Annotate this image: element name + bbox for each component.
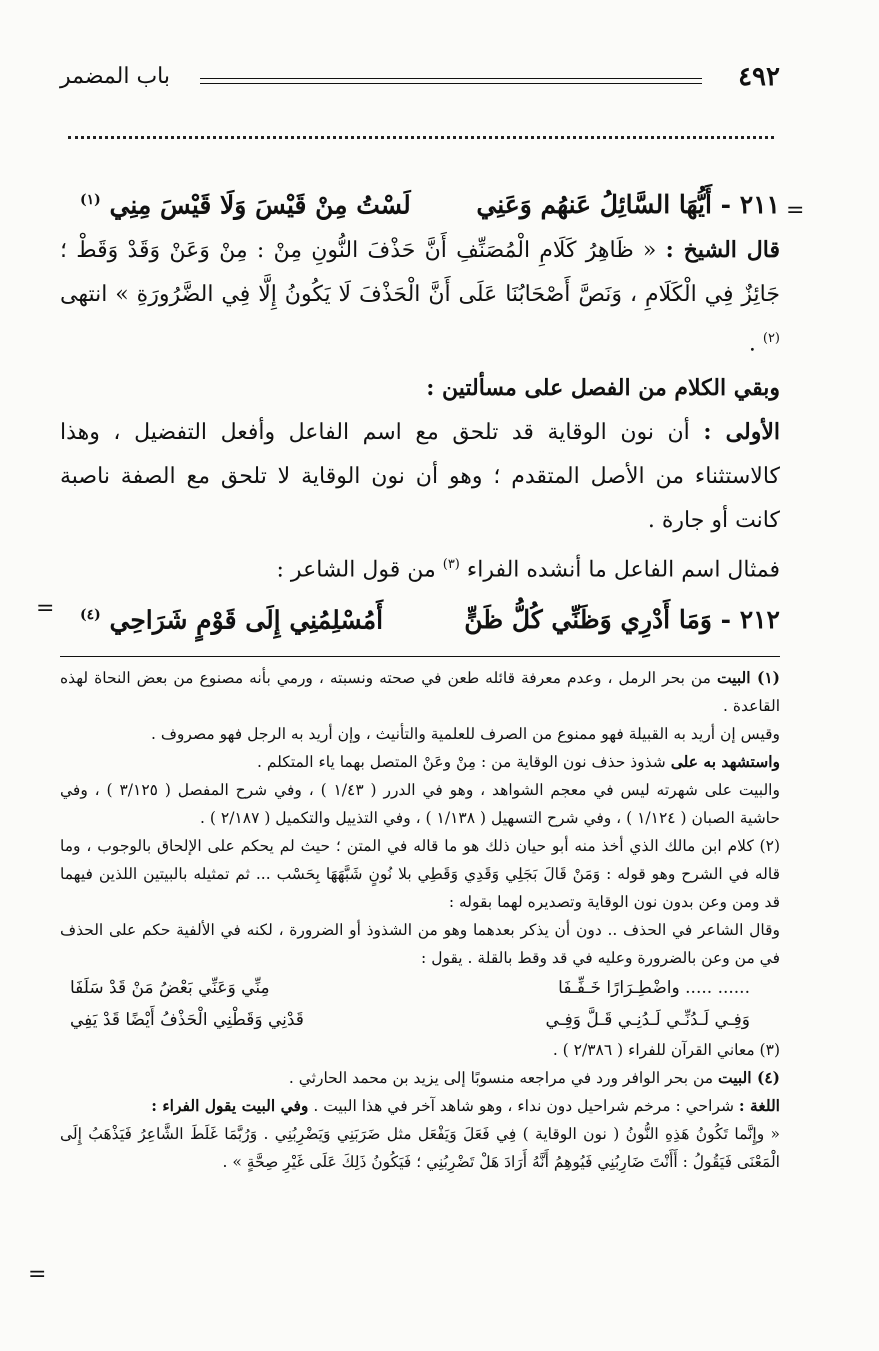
footnote-rule bbox=[60, 656, 780, 657]
footnote-label: (٤) البيت bbox=[717, 1068, 780, 1087]
verse-second-hemistich bbox=[80, 593, 383, 642]
footnote-1-shahid bbox=[60, 748, 780, 776]
main-text bbox=[60, 178, 780, 643]
side-mark: = bbox=[28, 1262, 47, 1287]
footnote-1-qays: وقيس إن أريد به القبيلة فهو ممنوع من الصرف للعلمية والتأنيث ، وإن أريد به الرجل فهو مصروف . bbox=[150, 725, 780, 743]
first-issue-paragraph bbox=[60, 410, 780, 543]
footnote-2-cont: وقال الشاعر في الحذف .. دون أن يذكر بعدهما وهو من الشذوذ أو الضرورة ، لكنه في الألفية حكم على الحذف في من وعن بالضرورة وعليه في قد وقط بالقلة . يقول : bbox=[60, 921, 780, 967]
example-intro-text: فمثال اسم الفاعل ما أنشده الفراء bbox=[466, 557, 780, 583]
footnote-label: اللغة : bbox=[738, 1096, 780, 1115]
sheikh-paragraph bbox=[60, 228, 780, 366]
section-heading: وبقي الكلام من الفصل على مسألتين : bbox=[426, 375, 780, 402]
poem-hemistich: قَدْنِي وَقَطْنِي الْحَذْفُ أَيْضًا قَدْ يَفِي bbox=[70, 1010, 304, 1030]
dotted-separator bbox=[68, 136, 774, 139]
footnote-4-lugha bbox=[60, 1092, 780, 1120]
poem-line bbox=[60, 1004, 780, 1036]
verse-211 bbox=[60, 178, 780, 228]
verse-text: لَسْتُ مِنْ قَيْسَ وَلَا قَيْسَ مِنِي bbox=[109, 190, 411, 220]
first-issue-label: الأولى : bbox=[703, 419, 780, 446]
footnote-label: وفي البيت يقول الفراء : bbox=[151, 1096, 309, 1115]
header-rule bbox=[200, 83, 702, 84]
side-mark: = bbox=[786, 198, 805, 223]
first-issue-text: أن نون الوقاية قد تلحق مع اسم الفاعل وأفعل التفضيل ، وهذا كالاستثناء من الأصل المتقدم ؛ وهو أن نون الوقاية لا تلحق مع الصفة ناصبة كانت أو جارة . bbox=[60, 420, 780, 534]
footnote-3: (٣) معاني القرآن للفراء ( ٢/٣٨٦ ) . bbox=[552, 1041, 780, 1059]
poem-hemistich: ...... ..... واضْطِـرَارًا خَـفِّـفَا bbox=[558, 978, 750, 998]
footnote-4 bbox=[60, 1064, 780, 1092]
verse-212 bbox=[60, 593, 780, 643]
poem-hemistich: مِنِّي وَعَنِّي بَعْضُ مَنْ قَدْ سَلَفَا bbox=[70, 978, 270, 998]
poem-hemistich: وَفِـي لَـدُنِّـي لَـدُنِـي قَـلَّ وَفِـي bbox=[545, 1010, 750, 1030]
header-rule bbox=[200, 78, 702, 79]
poem-line bbox=[60, 972, 780, 1004]
page-header bbox=[60, 62, 780, 98]
sheikh-label: قال الشيخ : bbox=[665, 237, 780, 263]
footnote-text: شراحي : مرخم شراحيل دون نداء ، وهو شاهد آخر في هذا البيت . bbox=[313, 1097, 734, 1115]
sheikh-quote: « ظَاهِرُ كَلَامِ الْمُصَنِّفِ أَنَّ حَذْفَ النُّونِ مِنْ : مِنْ وَعَنْ وَقَدْ وَقَطْ ؛ جَائِزٌ فِي الْكَلَامِ ، وَنَصَّ أَصْحَابُنَا عَلَى أَنَّ الْحَذْفَ لَا يَكُونُ إِلَّا فِي الضَّرُورَةِ » انتهى bbox=[60, 238, 780, 307]
footnote-text: شذوذ حذف نون الوقاية من : مِنْ وعَنْ المتصل بهما ياء المتكلم . bbox=[256, 753, 666, 771]
footnote-ref: (٢) bbox=[762, 331, 780, 346]
chapter-title: باب المضمر bbox=[60, 64, 170, 89]
sheikh-end: . bbox=[748, 331, 756, 357]
footnote-ref: (٣) bbox=[442, 557, 460, 573]
footnote-1-sources: والبيت على شهرته ليس في معجم الشواهد ، وهو في الدرر ( ١/٤٣ ) ، وفي شرح المفصل ( ٣/١٢٥ ) ، وفي حاشية الصبان ( ١/١٢٤ ) ، وفي شرح التسهيل ( ١/١٣٨ ) ، وفي التذييل والتكميل ( ٢/١٨٧ ) . bbox=[60, 781, 780, 827]
footnote-label: واستشهد به على bbox=[670, 752, 780, 771]
footnote-label: (١) البيت bbox=[716, 668, 781, 687]
verse-first-hemistich: ٢١٢ - وَمَا أَدْرِي وَظَنِّي كُلُّ ظَنٍّ bbox=[464, 604, 780, 634]
footnote-1 bbox=[60, 664, 780, 720]
footnote-text: من بحر الرمل ، وعدم معرفة قائله طعن في صحته ونسبته ، ورمي بأنه مصنوع من بعض النحاة لهذه القاعدة . bbox=[60, 669, 780, 715]
example-intro-end: من قول الشاعر : bbox=[276, 557, 436, 583]
footnote-4-farra-quote: « وإِنَّما تَكُونُ هَذِهِ النُّونُ ( نون الوقاية ) فِي فَعَلَ وَيَفْعَل مثل ضَرَبَنِي وَيَضْرِبُنِي . وَرُبَّمَا غَلَطَ الشَّاعِرُ فَيَذْهَبُ إِلَى الْمَعْنَى فَيَقُولُ : أَأَنْتَ ضَارِبُنِي فَيُوهِمُ أَنَّهُ أَرَادَ هَلْ تَضْرِبُنِي ؛ فَيَكُونُ ذَلِكَ عَلَى غَيْرِ صِحَّةٍ » . bbox=[60, 1125, 780, 1171]
footnotes bbox=[60, 664, 780, 1176]
footnote-ref: (٤) bbox=[80, 606, 101, 623]
side-mark: = bbox=[36, 596, 55, 621]
page-number: ٤٩٢ bbox=[738, 62, 780, 92]
footnote-ref: (١) bbox=[80, 192, 101, 208]
example-intro bbox=[60, 543, 780, 592]
verse-first-hemistich: ٢١١ - أَيُّهَا السَّائِلُ عَنهُم وَعَنِي bbox=[476, 190, 780, 220]
verse-second-hemistich bbox=[80, 178, 411, 227]
verse-text: أَمُسْلِمُنِي إِلَى قَوْمٍ شَرَاحِي bbox=[109, 604, 384, 634]
footnote-text: من بحر الوافر ورد في مراجعه منسوبًا إلى يزيد بن محمد الحارثي . bbox=[288, 1069, 714, 1087]
footnote-2: (٢) كلام ابن مالك الذي أخذ منه أبو حيان ذلك هو ما قاله في المتن ؛ حيث لم يحكم على الإلحاق بالوجوب ، وما قاله في الشرح وهو قوله : وَمَنْ قَالَ بَجَلِي وَقَدِي وَقَطِي بلا نُونٍ شَبَّهَهَا بِحَسْب ... ثم تمثيله بالبيتين اللذين فيهما قد ومن وعن بدون نون الوقاية وتصديره لهما بقوله : bbox=[60, 837, 780, 911]
